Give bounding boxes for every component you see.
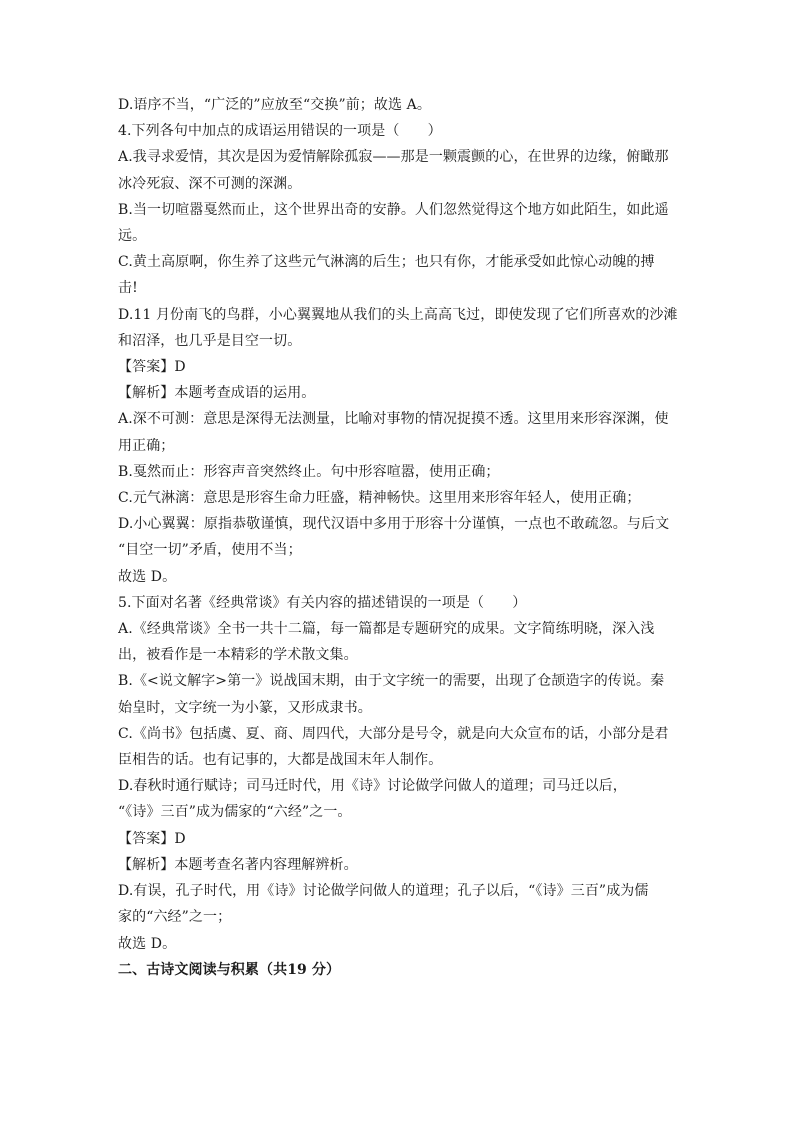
text-line: 【解析】本题考查名著内容理解辨析。 (118, 856, 358, 873)
text-line: A.《经典常谈》全书一共十二篇，每一篇都是专题研究的成果。文字简练明晓，深入浅 (118, 621, 655, 638)
text-line: D.春秋时通行赋诗；司马迁时代，用《诗》讨论做学问做人的道理；司马迁以后， (118, 778, 627, 795)
text-line: D.有误，孔子时代，用《诗》讨论做学问做人的道理；孔子以后，“《诗》三百”成为儒 (118, 883, 649, 900)
text-line: “《诗》三百”成为儒家的“六经”之一。 (118, 804, 352, 821)
text-line: B.戛然而止：形容声音突然终止。句中形容喧嚣，使用正确； (118, 463, 500, 480)
text-line: 冰冷死寂、深不可测的深渊。 (118, 175, 302, 192)
text-line: 故选 D。 (118, 568, 177, 585)
text-line: 故选 D。 (118, 935, 177, 952)
text-line: 出，被看作是一本精彩的学术散文集。 (118, 647, 358, 664)
text-line: D.语序不当，“广泛的”应放至“交换”前；故选 A。 (118, 97, 431, 113)
text-line: C.元气淋漓：意思是形容生命力旺盛，精神畅快。这里用来形容年轻人，使用正确； (118, 490, 641, 507)
text-line: D.小心翼翼：原指恭敬谨慎，现代汉语中多用于形容十分谨慎，一点也不敢疏忽。与后文 (118, 516, 670, 533)
text-line: 和沼泽，也几乎是目空一切。 (118, 332, 302, 349)
text-line: D.11 月份南飞的鸟群，小心翼翼地从我们的头上高高飞过，即使发现了它们所喜欢的沙滩 (118, 306, 678, 323)
text-line: 【答案】D (118, 830, 186, 847)
document-page (118, 92, 678, 983)
section-heading: 二、古诗文阅读与积累（共19 分） (118, 961, 341, 978)
text-line: B.《<说文解字>第一》说战国末期，由于文字统一的需要，出现了仓颉造字的传说。秦 (118, 673, 665, 690)
text-line: 5.下面对名著《经典常谈》有关内容的描述错误的一项是（ ） (118, 594, 527, 611)
text-line: B.当一切喧嚣戛然而止，这个世界出奇的安静。人们忽然觉得这个地方如此陌生，如此遥 (118, 201, 669, 218)
text-line: 始皇时，文字统一为小篆，又形成隶书。 (118, 699, 372, 716)
text-line: 家的“六经”之一； (118, 909, 232, 926)
text-line: “目空一切”矛盾，使用不当； (118, 542, 302, 559)
text-line: 用正确； (118, 437, 175, 454)
text-line: A.深不可测：意思是深得无法测量，比喻对事物的情况捉摸不透。这里用来形容深渊，使 (118, 411, 669, 428)
text-line: C.黄土高原啊，你生养了这些元气淋漓的后生；也只有你，才能承受如此惊心动魄的搏 (118, 254, 655, 271)
text-line: C.《尚书》包括虞、夏、商、周四代，大部分是号令，就是向大众宣布的话，小部分是君 (118, 725, 669, 742)
text-line: 【答案】D (118, 359, 186, 376)
text-line: 【解析】本题考查成语的运用。 (118, 385, 316, 402)
text-line: 臣相告的话。也有记事的，大都是战国末年人制作。 (118, 752, 443, 769)
text-line: 4.下列各句中加点的成语运用错误的一项是（ ） (118, 123, 442, 140)
text-line: 击! (118, 280, 138, 297)
text-line: 远。 (118, 228, 147, 245)
text-line: A.我寻求爱情，其次是因为爱情解除孤寂——那是一颗震颤的心，在世界的边缘，俯瞰那 (118, 149, 669, 166)
